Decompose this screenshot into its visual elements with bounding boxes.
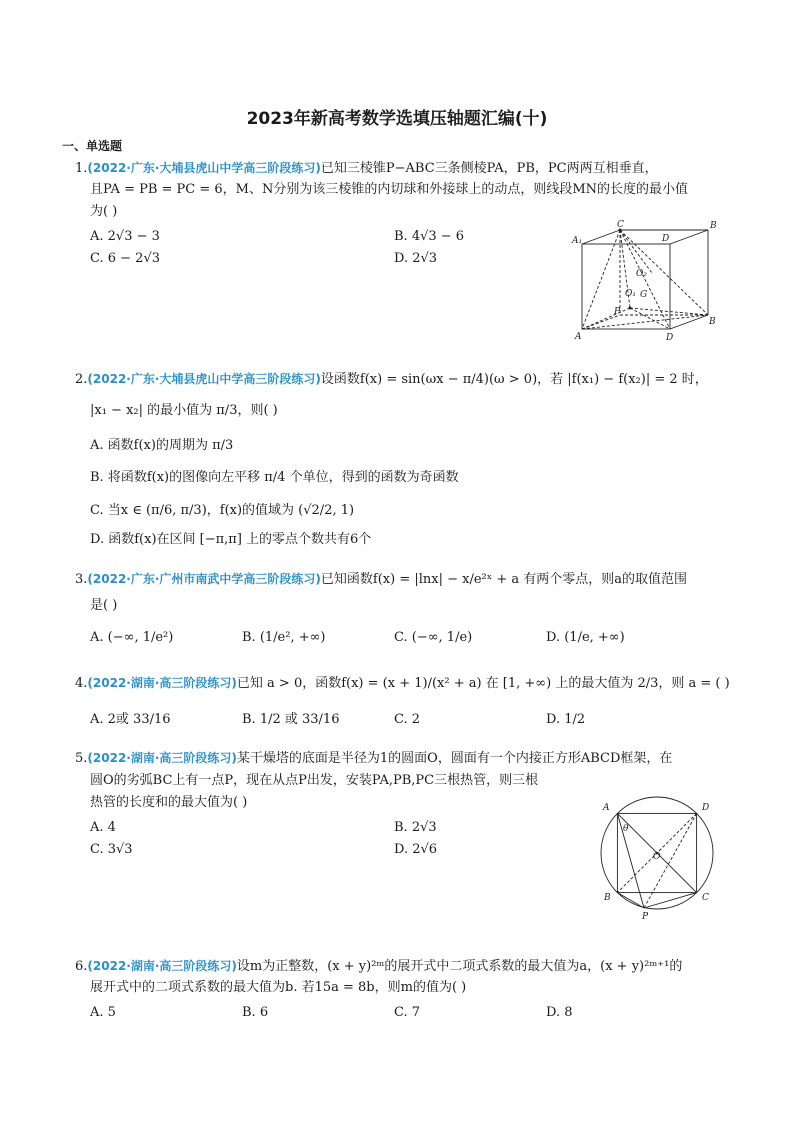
figure-label: B — [709, 317, 716, 327]
option-b: B. 2√3 — [394, 820, 437, 835]
page-title: 2023年新高考数学选填压轴题汇编(十) — [246, 109, 548, 129]
figure-label: O — [653, 852, 661, 862]
question-source: (2022·广东·大埔县虎山中学高三阶段练习) — [87, 161, 321, 175]
figure-label: O₁ — [625, 289, 636, 299]
option-b: B. 将函数f(x)的图像向左平移 π/4 个单位，得到的函数为奇函数 — [90, 470, 459, 485]
option-c: C. 6 − 2√3 — [90, 251, 161, 266]
question-6-line-2: 展开式中的二项式系数的最大值为b. 若15a = 8b，则m的值为( ) — [90, 980, 467, 995]
question-2-line-2: |x₁ − x₂| 的最小值为 π/3，则( ) — [90, 403, 278, 418]
option-d: D. 2√3 — [394, 251, 438, 266]
question-number: 5. — [75, 751, 88, 766]
cube-figure — [570, 218, 720, 348]
option-c: C. 2 — [394, 712, 421, 727]
figure-label: O₂ — [636, 269, 647, 279]
option-d: D. (1/e, +∞) — [546, 630, 625, 645]
circle-figure — [592, 788, 722, 920]
figure-label: θ — [623, 824, 629, 834]
figure-label: A₁ — [572, 236, 583, 246]
question-source: (2022·湖南·高三阶段练习) — [87, 959, 237, 973]
question-source: (2022·湖南·高三阶段练习) — [87, 751, 237, 765]
question-6-line-1: 6.(2022·湖南·高三阶段练习)设m为正整数，(x + y)²ᵐ的展开式中二项式系数的最大值为a，(x + y)²ᵐ⁺¹的 — [75, 959, 683, 974]
figure-label: P — [642, 912, 649, 920]
figure-label: D — [666, 333, 674, 343]
question-2-line-1: 2.(2022·广东·大埔县虎山中学高三阶段练习)设函数f(x) = sin(ωx − π/4)(ω > 0)，若 |f(x₁) − f(x₂)| = 2 时， — [75, 372, 708, 387]
question-5-line-3: 热管的长度和的最大值为( ) — [90, 795, 248, 810]
question-number: 4. — [75, 676, 88, 691]
figure-label: G — [640, 290, 648, 300]
option-a: A. 2√3 − 3 — [90, 229, 160, 244]
question-number: 2. — [75, 372, 88, 387]
option-b: B. 4√3 − 6 — [394, 229, 465, 244]
question-3-line-1: 3.(2022·广东·广州市南武中学高三阶段练习)已知函数f(x) = |lnx| − x/e²ˣ + a 有两个零点，则a的取值范围 — [75, 572, 688, 587]
option-c: C. 当x ∈ (π/6, π/3)，f(x)的值域为 (√2/2, 1) — [90, 503, 355, 518]
question-source: (2022·广东·大埔县虎山中学高三阶段练习) — [87, 372, 321, 386]
option-a: A. 函数f(x)的周期为 π/3 — [90, 438, 234, 453]
question-1-line-3: 为( ) — [90, 204, 118, 219]
option-c: C. (−∞, 1/e) — [394, 630, 473, 645]
option-d: D. 8 — [546, 1005, 573, 1020]
question-source: (2022·广东·广州市南武中学高三阶段练习) — [87, 572, 321, 586]
option-a: A. 2或 33/16 — [90, 712, 171, 727]
option-d: D. 1/2 — [546, 712, 586, 727]
question-number: 1. — [75, 161, 88, 176]
figure-label: B — [604, 893, 611, 903]
option-c: C. 7 — [394, 1005, 421, 1020]
question-1-line-1: 1.(2022·广东·大埔县虎山中学高三阶段练习)已知三棱锥P−ABC三条侧棱PA，PB，PC两两互相垂直， — [75, 161, 658, 176]
option-c: C. 3√3 — [90, 842, 133, 857]
figure-label: A — [575, 332, 582, 342]
option-a: A. 4 — [90, 820, 116, 835]
question-4-line-1: 4.(2022·湖南·高三阶段练习)已知 a > 0，函数f(x) = (x + 1)/(x² + a) 在 [1, +∞) 上的最大值为 2/3，则 a = ( ) — [75, 676, 730, 691]
figure-label: P — [614, 307, 621, 317]
option-d: D. 函数f(x)在区间 [−π,π] 上的零点个数共有6个 — [90, 532, 372, 547]
option-b: B. (1/e², +∞) — [242, 630, 326, 645]
section-heading: 一、单选题 — [62, 139, 123, 153]
question-5-line-1: 5.(2022·湖南·高三阶段练习)某干燥塔的底面是半径为1的圆面O，圆面有一个内接正方形ABCD框架，在 — [75, 751, 673, 766]
figure-label: B — [710, 221, 717, 231]
question-5-line-2: 圆O的劣弧BC上有一点P，现在从点P出发，安装PA,PB,PC三根热管，则三根 — [90, 773, 539, 788]
question-number: 3. — [75, 572, 88, 587]
option-b: B. 1/2 或 33/16 — [242, 712, 340, 727]
option-b: B. 6 — [242, 1005, 269, 1020]
question-1-line-2: 且PA = PB = PC = 6，M、N分别为该三棱锥的内切球和外接球上的动点，则线段MN的长度的最小值 — [90, 182, 689, 197]
figure-label: A — [603, 803, 610, 813]
figure-label: C — [702, 893, 709, 903]
option-a: A. 5 — [90, 1005, 116, 1020]
option-a: A. (−∞, 1/e²) — [90, 630, 174, 645]
question-number: 6. — [75, 959, 88, 974]
question-source: (2022·湖南·高三阶段练习) — [87, 676, 237, 690]
figure-label: C — [617, 220, 624, 230]
option-d: D. 2√6 — [394, 842, 438, 857]
question-3-line-2: 是( ) — [90, 598, 118, 613]
figure-label: D — [662, 234, 670, 244]
figure-label: D — [702, 803, 710, 813]
